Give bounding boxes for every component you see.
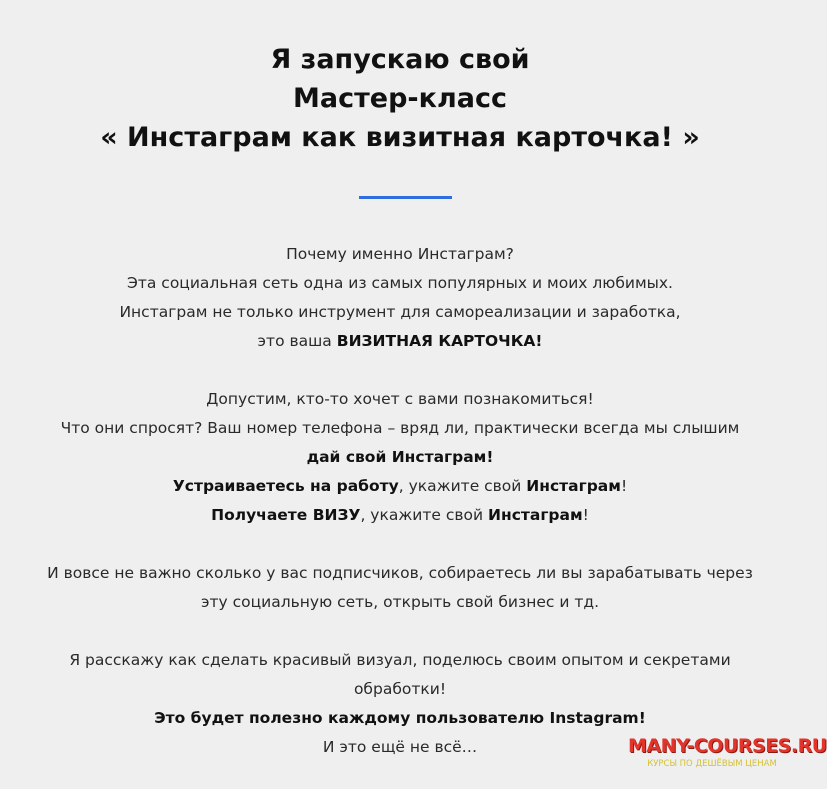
paragraph-line [0, 472, 800, 501]
text-fragment: это ваша [257, 332, 337, 350]
title-line-1: Я запускаю свой [270, 44, 530, 75]
paragraph-line [0, 501, 800, 530]
bold-text: Инстаграм [526, 477, 621, 495]
paragraph-line [0, 443, 800, 472]
text-fragment: , укажите свой [360, 506, 489, 524]
bold-text: ВИЗИТНАЯ КАРТОЧКА! [336, 332, 543, 350]
paragraph-line: Почему именно Инстаграм? [286, 245, 514, 263]
paragraph-line: И это ещё не всё… [322, 738, 478, 756]
description-text [0, 240, 827, 762]
paragraph-spacer [0, 617, 800, 646]
paragraph-line: Допустим, кто-то хочет с вами познакомиться! [206, 390, 594, 408]
bold-text: дай свой Инстаграм! [306, 448, 494, 466]
title-line-2: Мастер-класс [293, 83, 507, 114]
text-fragment: ! [620, 477, 628, 495]
bold-text: Получаете ВИЗУ [211, 506, 361, 524]
paragraph-line [0, 704, 800, 733]
paragraph-line: Инстаграм не только инструмент для самореализации и заработка, [119, 303, 681, 321]
bold-text: Устраиваетесь на работу [172, 477, 399, 495]
text-fragment: , укажите свой [398, 477, 527, 495]
paragraph-line: обработки! [353, 680, 447, 698]
watermark-tagline: КУРСЫ ПО ДЕШЁВЫМ ЦЕНАМ [647, 759, 777, 769]
paragraph-line: И вовсе не важно сколько у вас подписчиков, собираетесь ли вы зарабатывать через [47, 564, 753, 582]
paragraph-spacer [0, 356, 800, 385]
paragraph-line: Что они спросят? Ваш номер телефона – вряд ли, практически всегда мы слышим [60, 419, 740, 437]
page-title [0, 40, 800, 157]
title-line-3: « Инстаграм как визитная карточка! » [100, 122, 700, 153]
paragraph-line: Я расскажу как сделать красивый визуал, поделюсь своим опытом и секретами [69, 651, 731, 669]
text-fragment: ! [582, 506, 589, 524]
watermark-logo: MANY-COURSES.RU [628, 735, 827, 757]
paragraph-line [0, 327, 800, 356]
paragraph-line: эту социальную сеть, открыть свой бизнес и тд. [200, 593, 599, 611]
paragraph-line: Эта социальная сеть одна из самых популярных и моих любимых. [127, 274, 673, 292]
paragraph-spacer [0, 530, 800, 559]
bold-text: Это будет полезно каждому пользователю Instagram! [154, 709, 646, 727]
bold-text: Инстаграм [488, 506, 583, 524]
title-divider [359, 196, 452, 199]
site-watermark [628, 734, 827, 770]
